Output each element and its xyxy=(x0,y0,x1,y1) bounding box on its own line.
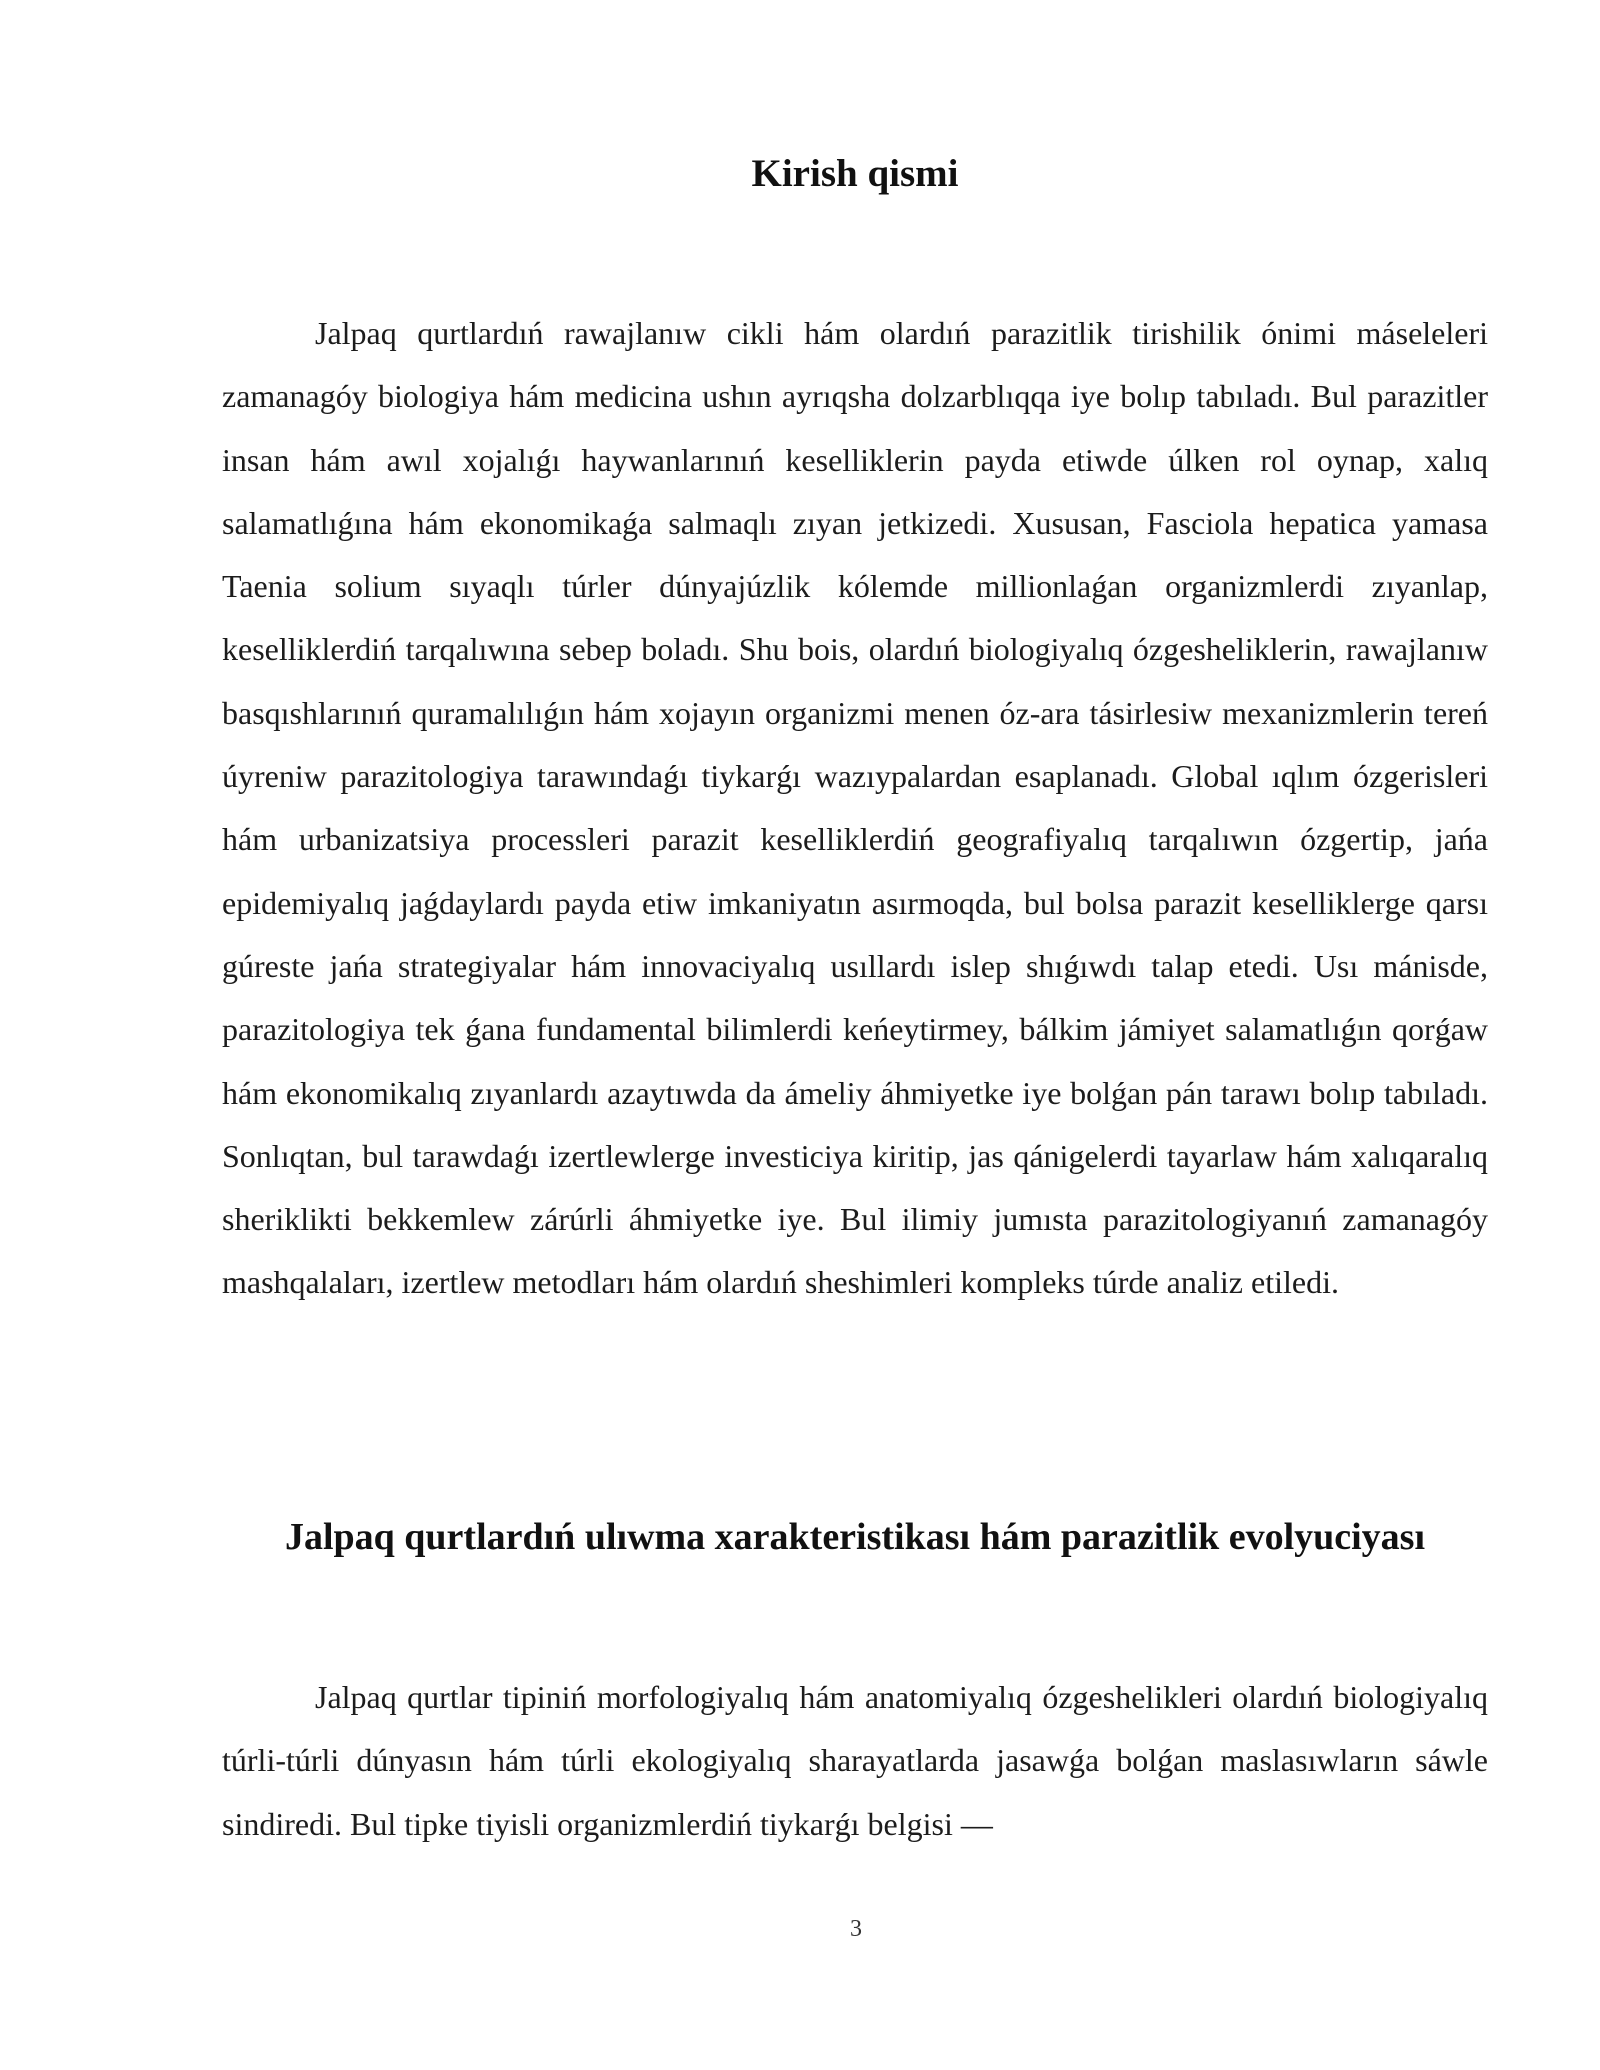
introduction-paragraph: Jalpaq qurtlardıń rawajlanıw cikli hám olardıń parazitlik tirishilik ónimi máseleleri zamanagóy biologiya hám medicina ushın ayrıqsha dolzarblıqqa iye bolıp tabıladı. Bul parazitler insan hám awıl xojalıǵı haywanlarınıń keselliklerin payda etiwde úlken rol oynap, xalıq salamatlıǵına hám ekonomikaǵa salmaqlı zıyan jetkizedi. Xususan, Fasciola hepatica yamasa Taenia solium sıyaqlı túrler dúnyajúzlik kólemde millionlaǵan organizmlerdi zıyanlap, keselliklerdiń tarqalıwına sebep boladı. Shu bois, olardıń biologiyalıq ózgesheliklerin, rawajlanıw basqıshlarınıń quramalılıǵın hám xojayın organizmi menen óz-ara tásirlesiw mexanizmlerin tereń úyreniw parazitologiya tarawındaǵı tiykarǵı wazıypalardan esaplanadı. Global ıqlım ózgerisleri hám urbanizatsiya processleri parazit keselliklerdiń geografiyalıq tarqalıwın ózgertip, jańa epidemiyalıq jaǵdaylardı payda etiw imkaniyatın asırmoqda, bul bolsa parazit keselliklerge qarsı gúreste jańa strategiyalar hám innovaciyalıq usıllardı islep shıǵıwdı talap etedi. Usı mánisde, parazitologiya tek ǵana fundamental bilimlerdi keńeytirmey, bálkim jámiyet salamatlıǵın qorǵaw hám ekonomikalıq zıyanlardı azaytıwda da ámeliy áhmiyetke iye bolǵan pán tarawı bolıp tabıladı. Sonlıqtan, bul tarawdaǵı izertlewlerge investiciya kiritip, jas qánigelerdi tayarlaw hám xalıqaralıq sheriklikti bekkemlew zárúrli áhmiyetke iye. Bul ilimiy jumısta parazitologiyanıń zamanagóy mashqalaları, izertlew metodları hám olardıń sheshimleri kompleks túrde analiz etiledi. xyxy=(222,315,1488,1301)
characteristics-paragraph: Jalpaq qurtlar tipiniń morfologiyalıq hám anatomiyalıq ózgeshelikleri olardıń biologiyalıq túrli-túrli dúnyasın hám túrli ekologiyalıq sharayatlarda jasawǵa bolǵan maslasıwların sáwle sindiredi. Bul tipke tiyisli organizmlerdiń tiykarǵı belgisi — xyxy=(222,1679,1488,1842)
section-title-introduction: Kirish qismi xyxy=(751,152,959,195)
page-number: 3 xyxy=(850,1916,862,1942)
section-title-general-characteristics: Jalpaq qurtlardıń ulıwma xarakteristikası hám parazitlik evolyuciyası xyxy=(284,1516,1426,1558)
